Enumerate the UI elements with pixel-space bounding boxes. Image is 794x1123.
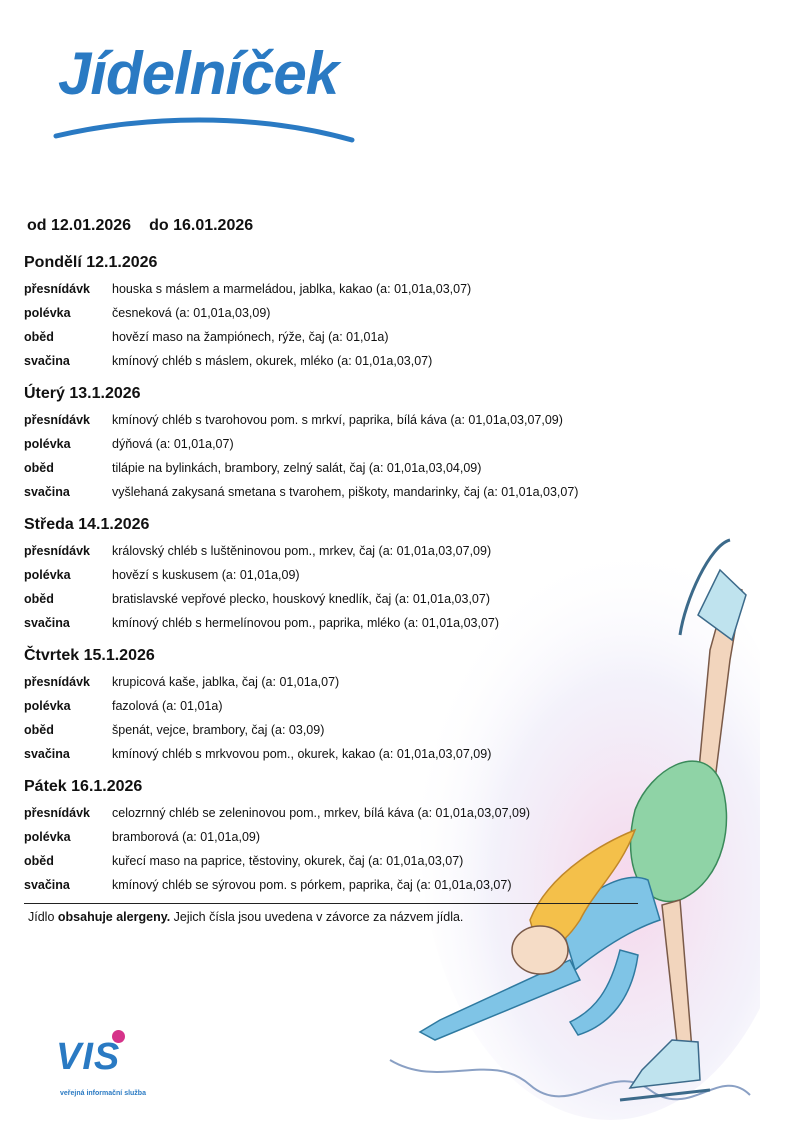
allergen-footnote [28, 910, 463, 924]
meal-dish: špenát, vejce, brambory, čaj (a: 03,09) [112, 723, 325, 737]
day-block [24, 383, 644, 514]
meal-dish: hovězí s kuskusem (a: 01,01a,09) [112, 568, 300, 582]
footnote-text-1: Jídlo [28, 910, 58, 924]
meal-row [24, 456, 644, 480]
footnote-text-2: Jejich čísla jsou uvedena v závorce za názvem jídla. [170, 910, 464, 924]
meal-row [24, 587, 644, 611]
meal-dish: bramborová (a: 01,01a,09) [112, 830, 261, 844]
meal-row [24, 480, 644, 504]
meal-dish: houska s máslem a marmeládou, jablka, kakao (a: 01,01a,03,07) [112, 282, 472, 296]
day-block [24, 514, 644, 645]
meal-row [24, 801, 644, 825]
meal-row [24, 718, 644, 742]
meal-label: oběd [24, 461, 54, 475]
day-title: Čtvrtek 15.1.2026 [24, 647, 155, 664]
meal-label: přesnídávk [24, 675, 91, 689]
day-block [24, 776, 644, 907]
meal-label: přesnídávk [24, 413, 91, 427]
vis-logo-letters: VIS [56, 1036, 121, 1078]
meal-dish: vyšlehaná zakysaná smetana s tvarohem, piškoty, mandarinky, čaj (a: 01,01a,03,07) [112, 485, 579, 499]
meal-dish: kmínový chléb s tvarohovou pom. s mrkví, paprika, bílá káva (a: 01,01a,03,07,09) [112, 413, 563, 427]
meal-label: polévka [24, 699, 71, 713]
day-title: Pondělí 12.1.2026 [24, 254, 158, 271]
meal-dish: tilápie na bylinkách, brambory, zelný salát, čaj (a: 01,01a,03,04,09) [112, 461, 482, 475]
meal-dish: krupicová kaše, jablka, čaj (a: 01,01a,07) [112, 675, 340, 689]
logo-swoosh [52, 110, 357, 146]
jidelnicek-logo [52, 40, 362, 150]
meal-dish: dýňová (a: 01,01a,07) [112, 437, 234, 451]
meal-row [24, 694, 644, 718]
meal-row [24, 277, 644, 301]
meal-row [24, 325, 644, 349]
meal-row [24, 670, 644, 694]
meal-dish: bratislavské vepřové plecko, houskový knedlík, čaj (a: 01,01a,03,07) [112, 592, 490, 606]
day-block [24, 645, 644, 776]
meal-label: svačina [24, 747, 70, 761]
meal-row [24, 349, 644, 373]
day-title: Středa 14.1.2026 [24, 516, 150, 533]
footnote-text-bold: obsahuje alergeny. [57, 910, 171, 924]
meal-label: přesnídávk [24, 544, 91, 558]
meal-row [24, 301, 644, 325]
meal-row [24, 539, 644, 563]
meal-label: svačina [24, 878, 70, 892]
meal-label: přesnídávk [24, 806, 91, 820]
meal-label: svačina [24, 354, 70, 368]
meal-label: polévka [24, 830, 71, 844]
logo-title: Jídelníček [58, 40, 339, 107]
meal-row [24, 873, 644, 897]
vis-logo [56, 1030, 176, 1105]
vis-logo-tagline: veřejná informační služba [60, 1090, 146, 1097]
meal-dish: hovězí maso na žampiónech, rýže, čaj (a: 01,01a) [112, 330, 389, 344]
meal-label: oběd [24, 592, 54, 606]
day-title: Pátek 16.1.2026 [24, 778, 143, 795]
meal-label: oběd [24, 723, 54, 737]
meal-label: přesnídávk [24, 282, 91, 296]
skater-head [512, 926, 568, 974]
meal-label: oběd [24, 854, 54, 868]
meal-dish: královský chléb s luštěninovou pom., mrkev, čaj (a: 01,01a,03,07,09) [112, 544, 492, 558]
meal-dish: kmínový chléb se sýrovou pom. s pórkem, paprika, čaj (a: 01,01a,03,07) [112, 878, 512, 892]
meal-row [24, 408, 644, 432]
meal-dish: kmínový chléb s máslem, okurek, mléko (a: 01,01a,03,07) [112, 354, 433, 368]
meal-row [24, 825, 644, 849]
meal-label: svačina [24, 616, 70, 630]
meal-dish: kmínový chléb s hermelínovou pom., paprika, mléko (a: 01,01a,03,07) [112, 616, 500, 630]
meal-dish: kmínový chléb s mrkvovou pom., okurek, kakao (a: 01,01a,03,07,09) [112, 747, 492, 761]
meal-row [24, 611, 644, 635]
footnote-divider [24, 903, 638, 904]
meal-label: svačina [24, 485, 70, 499]
meal-label: polévka [24, 437, 71, 451]
date-to: do 16.01.2026 [149, 217, 254, 234]
meal-dish: kuřecí maso na paprice, těstoviny, okurek, čaj (a: 01,01a,03,07) [112, 854, 464, 868]
meal-label: polévka [24, 306, 71, 320]
meal-row [24, 563, 644, 587]
date-from: od 12.01.2026 [27, 217, 132, 234]
day-title: Úterý 13.1.2026 [24, 385, 141, 402]
day-block [24, 252, 644, 383]
date-range [27, 217, 253, 235]
meal-label: polévka [24, 568, 71, 582]
meal-label: oběd [24, 330, 54, 344]
weekly-menu [24, 252, 644, 907]
meal-dish: fazolová (a: 01,01a) [112, 699, 223, 713]
meal-row [24, 849, 644, 873]
meal-dish: celozrnný chléb se zeleninovou pom., mrkev, bílá káva (a: 01,01a,03,07,09) [112, 806, 531, 820]
meal-row [24, 742, 644, 766]
meal-row [24, 432, 644, 456]
meal-dish: česneková (a: 01,01a,03,09) [112, 306, 271, 320]
